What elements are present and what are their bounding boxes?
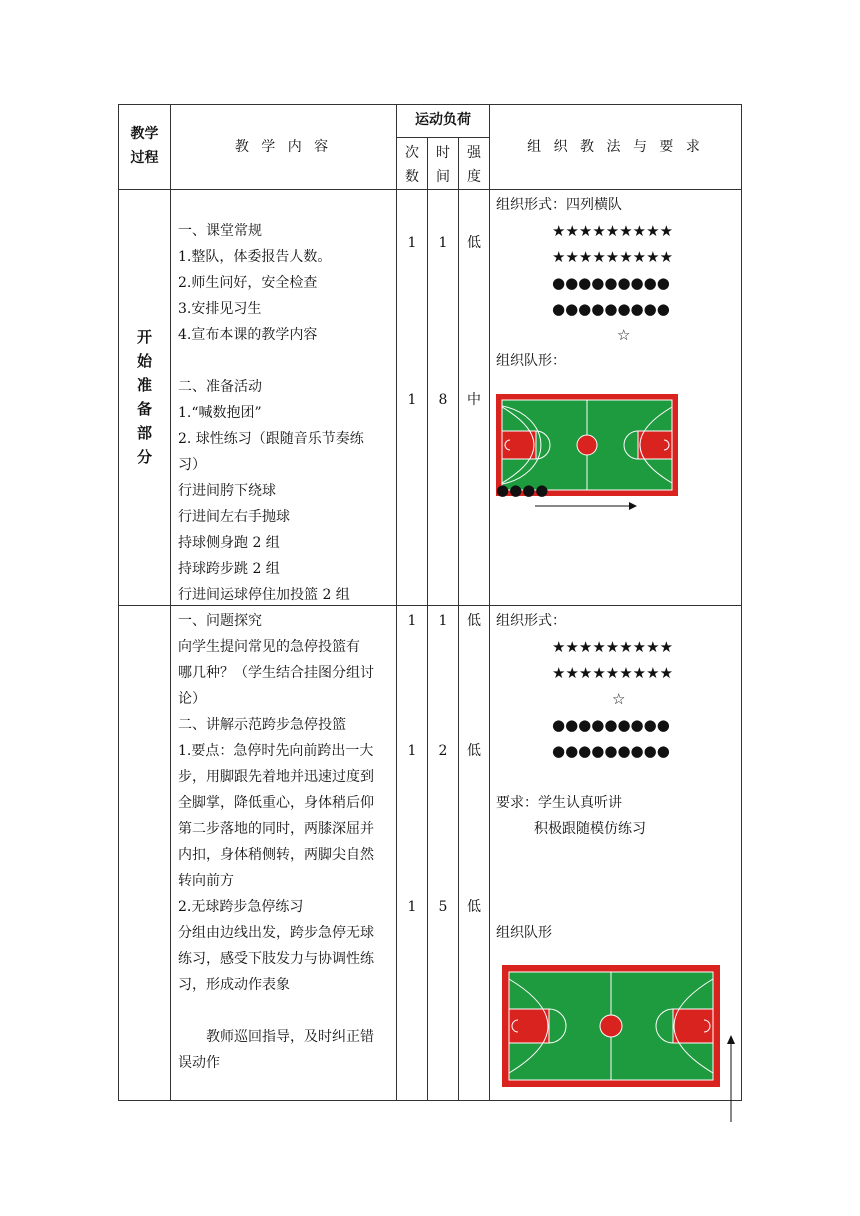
section1-content (178, 218, 393, 608)
requirement-line: 要求：学生认真听讲 (496, 795, 622, 811)
content-line: 2.无球跨步急停练习 (178, 899, 304, 915)
content-line: 1.要点：急停时先向前跨出一大 (178, 743, 374, 759)
student-dots-row: ●●●●●●●●● (552, 274, 670, 292)
content-line: 持球跨步跳 2 组 (178, 561, 280, 577)
content-line: 哪几种？（学生结合挂图分组讨 (178, 665, 374, 681)
content-line: 一、课堂常规 (178, 223, 262, 239)
content-line: 3.安排见习生 (178, 301, 262, 317)
content-line: 行进间左右手抛球 (178, 509, 290, 525)
header-content: 教 学 内 容 (234, 139, 333, 155)
header-duration: 时 间 (436, 145, 450, 185)
content-line: 步，用脚跟先着地并迅速过度到 (178, 769, 374, 785)
section1-label-char: 备 (136, 400, 152, 418)
content-line: 第二步落地的同时，两膝深屈并 (178, 821, 374, 837)
col-divider-process (170, 104, 171, 1101)
content-line: 论） (178, 691, 206, 707)
section1-label-char: 开 (136, 328, 152, 346)
content-line: 2.师生问好，安全检查 (178, 275, 318, 291)
table-top-border (118, 104, 742, 105)
content-line: 教师巡回指导，及时纠正错 (178, 1029, 374, 1045)
formation-label: 组织队形： (496, 353, 566, 369)
content-line: 向学生提问常见的急停投篮有 (178, 639, 360, 655)
load-duration: 2 (438, 743, 448, 759)
org-form-label: 组织形式：四列横队 (496, 197, 622, 213)
load-intensity: 低 (467, 743, 481, 759)
header-load: 运动负荷 (415, 112, 471, 128)
content-line: 习） (178, 457, 206, 473)
content-line: 分组由边线出发，跨步急停无球 (178, 925, 374, 941)
student-dots-row: ●●●●●●●●● (552, 300, 670, 318)
student-dots-row: ●●●●●●●●● (552, 716, 670, 734)
content-line (178, 348, 393, 374)
content-line: 1.“喊数抱团” (178, 405, 262, 421)
section1-label (119, 325, 170, 469)
load-duration: 5 (438, 899, 448, 915)
load-intensity: 低 (467, 899, 481, 915)
load-times: 1 (407, 743, 417, 759)
content-line: 持球侧身跑 2 组 (178, 535, 280, 551)
content-line: 一、问题探究 (178, 613, 262, 629)
content-line: 二、准备活动 (178, 379, 262, 395)
section1-label-char: 准 (136, 376, 152, 394)
student-dots-row: ●●●●●●●●● (552, 742, 670, 760)
student-stars-row: ★★★★★★★★★ (552, 222, 674, 240)
header-process: 教学 过程 (130, 126, 159, 166)
basketball-court-diagram (502, 965, 720, 1087)
section2-content (178, 608, 393, 1076)
load-times: 1 (407, 613, 417, 629)
content-line: 1.整队，体委报告人数。 (178, 249, 332, 265)
content-line (178, 998, 393, 1024)
up-arrow-icon (724, 1034, 738, 1124)
content-line: 习，形成动作表象 (178, 977, 290, 993)
table-left-border (118, 104, 119, 1101)
load-duration: 1 (438, 235, 448, 251)
content-line: 2. 球性练习（跟随音乐节奏练 (178, 431, 364, 447)
content-line: 二、讲解示范跨步急停投篮 (178, 717, 346, 733)
teacher-star: ☆ (617, 326, 631, 344)
section1-label-char: 分 (136, 448, 152, 466)
student-stars-row: ★★★★★★★★★ (552, 638, 674, 656)
content-line: 行进间运球停住加投篮 2 组 (178, 587, 350, 603)
student-line-dots: ●●●● (496, 481, 549, 499)
table-bottom-border (118, 1100, 742, 1101)
table-right-border (741, 104, 742, 1101)
teacher-star: ☆ (612, 690, 626, 708)
load-times: 1 (407, 899, 417, 915)
student-stars-row: ★★★★★★★★★ (552, 248, 674, 266)
load-intensity: 中 (467, 392, 481, 408)
header-times: 次 数 (405, 145, 419, 185)
section1-label-char: 始 (136, 352, 152, 370)
content-line: 4.宣布本课的教学内容 (178, 327, 318, 343)
content-line: 行进间胯下绕球 (178, 483, 276, 499)
section1-label-char: 部 (136, 424, 152, 442)
load-intensity: 低 (467, 235, 481, 251)
student-stars-row: ★★★★★★★★★ (552, 664, 674, 682)
load-intensity: 低 (467, 613, 481, 629)
requirement-line: 积极跟随模仿练习 (534, 821, 646, 837)
load-subheader-border (396, 137, 489, 138)
header-intensity: 强 度 (467, 145, 481, 185)
load-duration: 1 (438, 613, 448, 629)
content-line: 内扣，身体稍侧转，两脚尖自然 (178, 847, 374, 863)
col-divider-intensity (489, 104, 490, 1101)
load-times: 1 (407, 392, 417, 408)
content-line: 练习，感受下肢发力与协调性练 (178, 951, 374, 967)
right-arrow-icon (535, 499, 639, 513)
content-line: 转向前方 (178, 873, 234, 889)
load-duration: 8 (438, 392, 448, 408)
header-organization: 组 织 教 法 与 要 求 (527, 139, 704, 155)
content-line: 全脚掌，降低重心，身体稍后仰 (178, 795, 374, 811)
formation-label: 组织队形 (496, 925, 552, 941)
org-form-label: 组织形式： (496, 613, 566, 629)
load-times: 1 (407, 235, 417, 251)
table-header-bottom-border (118, 189, 742, 190)
content-line: 误动作 (178, 1055, 220, 1071)
